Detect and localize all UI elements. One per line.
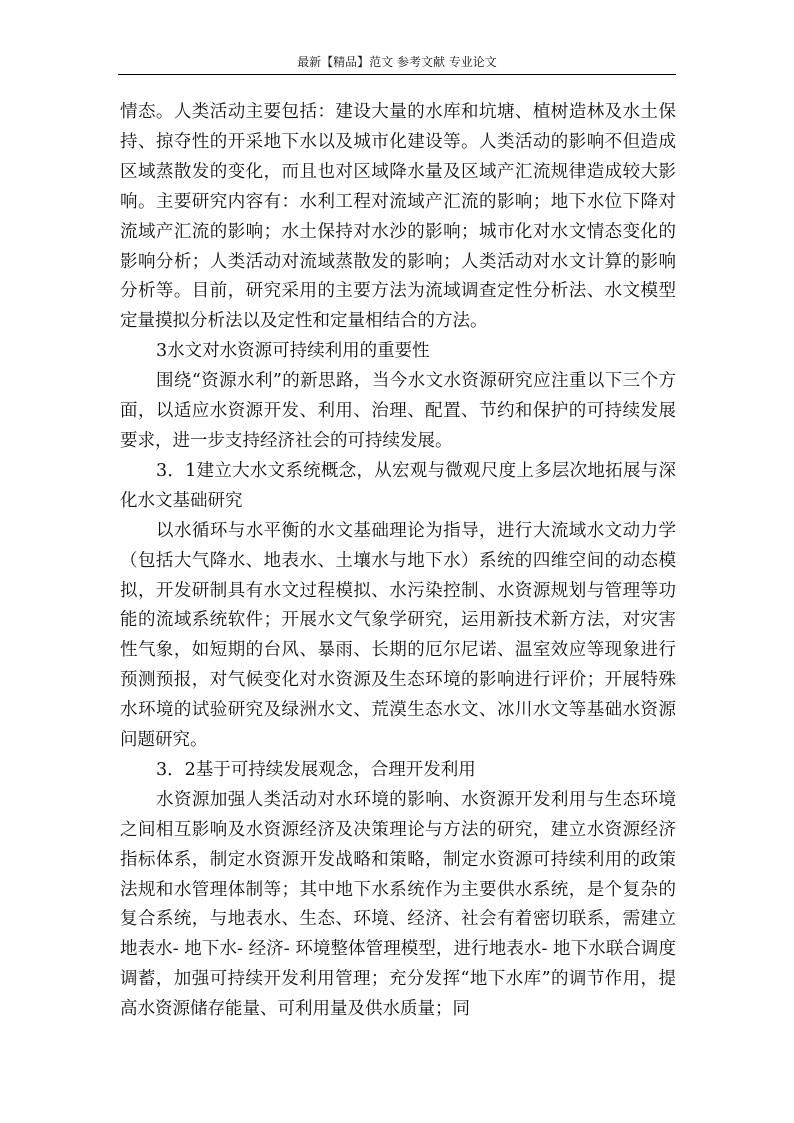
paragraph-water-resource-management: 水资源加强人类活动对水环境的影响、水资源开发利用与生态环境之间相互影响及水资源经济及决策理论与方法的研究，建立水资源经济指标体系，制定水资源开发战略和策略，制定水资源可持续利用的政策法规和水管理体制等；其中地下水系统作为主要供水系统，是个复杂的复合系统，与地表水、生态、环境、经济、社会有着密切联系，需建立地表水- 地下水- 经济- 环境整体管理模型，进行地表水- 地下水联合调度调蓄，加强可持续开发利用管理；充分发挥“地下水库”的调节作用，提高水资源储存能量、可利用量及供水质量；同: [120, 789, 676, 1020]
paragraph-resource-water: 围绕“资源水利”的新思路，当今水文水资源研究应注重以下三个方面，以适应水资源开发、利用、治理、配置、节约和保护的可持续发展要求，进一步支持经济社会的可持续发展。: [120, 371, 676, 451]
document-body: [120, 98, 676, 1025]
section-heading-3-2: 3．2基于可持续发展观念，合理开发利用: [156, 759, 476, 780]
section-heading-3-1: 3．1建立大水文系统概念，从宏观与微观尺度上多层次地拓展与深化水文基础研究: [120, 460, 676, 511]
paragraph-water-cycle: 以水循环与水平衡的水文基础理论为指导，进行大流域水文动力学（包括大气降水、地表水、土壤水与地下水）系统的四维空间的动态模拟，开发研制具有水文过程模拟、水污染控制、水资源规划与管理等功能的流域系统软件；开展水文气象学研究，运用新技术新方法，对灾害性气象，如短期的台风、暴雨、长期的厄尔尼诺、温室效应等现象进行预测预报，对气候变化对水资源及生态环境的影响进行评价；开展特殊水环境的试验研究及绿洲水文、荒漠生态水文、冰川水文等基础水资源问题研究。: [120, 520, 676, 751]
header-text: 最新【精品】范文 参考文献 专业论文: [297, 55, 497, 69]
paragraph-human-activity: 情态。人类活动主要包括：建设大量的水库和坑塘、植树造林及水土保持、掠夺性的开采地下水以及城市化建设等。人类活动的影响不但造成区域蒸散发的变化，而且也对区域降水量及区域产汇流规律造成较大影响。主要研究内容有：水利工程对流域产汇流的影响；地下水位下降对流域产汇流的影响；水土保持对水沙的影响；城市化对水文情态变化的影响分析；人类活动对流域蒸散发的影响；人类活动对水文计算的影响分析等。目前，研究采用的主要方法为流域调查定性分析法、水文模型定量摸拟分析法以及定性和定量相结合的方法。: [120, 102, 676, 332]
page-header: [118, 52, 676, 75]
section-heading-3: 3水文对水资源可持续利用的重要性: [156, 341, 430, 362]
